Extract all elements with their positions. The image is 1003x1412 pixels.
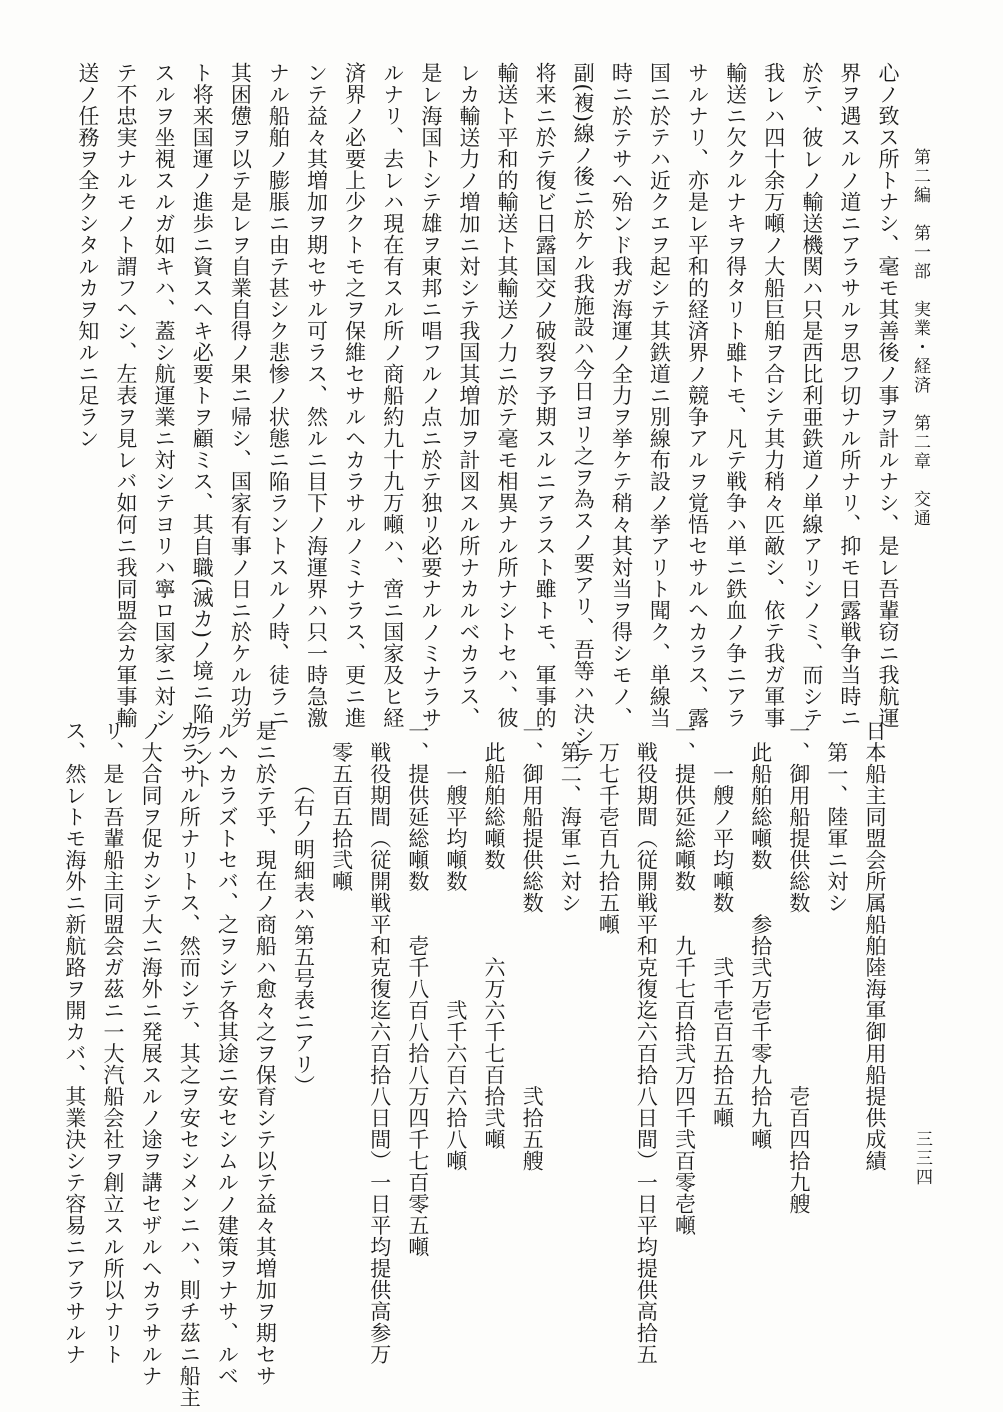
page-number: 三三四 xyxy=(912,1130,932,1187)
lower-text-line: 一艘ノ平均噸数 弐千壱百五拾五噸 xyxy=(710,720,735,1129)
upper-text-line: 送ノ任務ヲ全クシタルカヲ知ルニ足ラン xyxy=(75,62,100,449)
upper-text-line: 済界ノ必要上少クトモ之ヲ保維セサルヘカラサルノミナラス、更ニ進 xyxy=(342,62,367,729)
lower-text-line: 一、御用船提供総数 弐拾五艘 xyxy=(520,720,545,1172)
upper-text-line: ルナリ、去レハ現在有スル所ノ商船約九十九万噸ハ、啻ニ国家及ヒ経 xyxy=(380,62,405,729)
upper-text-line: 副(複)線ノ後ニ於ケル我施設ハ今日ヨリ之ヲ為スノ要アリ、吾等ハ決シテ xyxy=(571,62,596,768)
lower-text-line: 日本船主同盟会所属船舶陸海軍御用船提供成績 xyxy=(863,720,887,1172)
upper-text-line: テ不忠実ナルモノト謂フヘシ、左表ヲ見レバ如何ニ我同盟会カ軍事輸 xyxy=(114,62,138,729)
upper-text-line: 於テ、彼レノ輸送機関ハ只是西比利亜鉄道ノ単線アリシノミ、而シテ xyxy=(799,62,824,729)
lower-text-line: 此船舶総噸数 参拾弐万壱千零九拾九噸 xyxy=(748,720,773,1150)
upper-text-line: 其困憊ヲ以テ是レヲ自業自得ノ果ニ帰シ、国家有事ノ日ニ於ケル功労 xyxy=(228,62,253,729)
upper-text-line: サルナリ、亦是レ平和的経済界ノ競争アルヲ覚悟セサルヘカラス、露 xyxy=(685,62,710,729)
upper-text-line: ト将来国運ノ進歩ニ資スヘキ必要トヲ顧ミス、其自職(滅カ)ノ境ニ陥ラント xyxy=(190,62,215,789)
lower-text-line: 第一、陸軍ニ対シ xyxy=(824,720,849,914)
lower-text-line: 是ニ於テ乎、現在ノ商船ハ愈々之ヲ保育シテ以テ益々其増加ヲ期セサ xyxy=(253,720,278,1387)
upper-text-line: 時ニ於テサヘ殆ンド我ガ海運ノ全力ヲ挙ケテ稍々其対当ヲ得シモノ、 xyxy=(609,62,634,729)
lower-text-line: （右ノ明細表ハ第五号表ニアリ） xyxy=(291,720,316,1097)
lower-text-line: 第二、海軍ニ対シ xyxy=(558,720,583,914)
upper-text-line: レカ輸送力ノ増加ニ対シテ我国其増加ヲ計図スル所ナカルベカラス、 xyxy=(456,62,481,729)
upper-text-line: ナル船舶ノ膨脹ニ由テ甚シク悲惨ノ状態ニ陥ラントスルノ時、徒ラニ xyxy=(266,62,291,729)
lower-text-line: 一、御用船提供総数 壱百四拾九艘 xyxy=(786,720,811,1215)
upper-text-line: 輸送ト平和的輸送ト其輸送ノ力ニ於テ毫モ相異ナル所ナシトセハ、彼 xyxy=(495,62,519,729)
lower-text-line: 万七千壱百九拾五噸 xyxy=(596,720,621,935)
upper-text-line: スルヲ坐視スルガ如キハ、蓋シ航運業ニ対シテヨリハ寧ロ国家ニ対シ xyxy=(152,62,177,729)
upper-text-line: 将来ニ於テ復ビ日露国交ノ破裂ヲ予期スルニアラスト雖トモ、軍事的 xyxy=(533,62,558,729)
upper-text-line: 是レ海国トシテ雄ヲ東邦ニ唱フルノ点ニ於テ独リ必要ナルノミナラサ xyxy=(418,62,443,729)
upper-text-line: 我レハ四十余万噸ノ大船巨舶ヲ合シテ其力稍々匹敵シ、依テ我ガ軍事 xyxy=(761,62,786,729)
lower-text-line: ノ大合同ヲ促カシテ大ニ海外ニ発展スルノ途ヲ講セザルヘカラサルナ xyxy=(139,720,164,1387)
lower-text-line: 一、提供延総噸数 九千七百拾弐万四千弐百零壱噸 xyxy=(672,720,697,1236)
upper-text-line: 国ニ於テハ近クエヲ起シテ其鉄道ニ別線布設ノ挙アリト聞ク、単線当 xyxy=(647,62,672,729)
running-header: 第二編 第一部 実業・経済 第二章 交通 xyxy=(910,148,930,528)
lower-text-line: 零五百五拾弐噸 xyxy=(329,720,354,892)
upper-text-line: 界ヲ遇スルノ道ニアラサルヲ思フ切ナル所ナリ、抑モ日露戦争当時ニ xyxy=(837,62,862,729)
upper-text-line: 心ノ致ス所トナシ、毫モ其善後ノ事ヲ計ルナシ、是レ吾輩窃ニ我航運 xyxy=(876,62,900,729)
lower-text-line: カラサル所ナリトス、然而シテ、其之ヲ安セシメンニハ、則チ茲ニ船主 xyxy=(177,720,202,1408)
lower-text-line: ス、然レトモ海外ニ新航路ヲ開カバ、其業決シテ容易ニアラサルナ xyxy=(62,720,87,1365)
lower-text-line: 一、提供延総噸数 壱千八百八拾八万四千七百零五噸 xyxy=(405,720,430,1258)
lower-text-line: 戦役期間（従開戦平和克復迄六百拾八日間）一日平均提供高参万 xyxy=(367,720,392,1365)
upper-text-line: 輸送ニ欠クルナキヲ得タリト雖トモ、凡テ戦争ハ単ニ鉄血ノ争ニアラ xyxy=(723,62,748,729)
lower-text-line: 戦役期間（従開戦平和克復迄六百拾八日間）一日平均提供高拾五 xyxy=(634,720,659,1365)
lower-text-line: ルヘカラズトセバ、之ヲシテ各其途ニ安セシムルノ建策ヲナサ、ルベ xyxy=(215,720,240,1387)
lower-text-line: 此船舶総噸数 六万六千七百拾弐噸 xyxy=(482,720,506,1150)
upper-text-line: ンテ益々其増加ヲ期セサル可ラス、然ルニ目下ノ海運界ハ只一時急激 xyxy=(304,62,329,729)
lower-text-line: リ、是レ吾輩船主同盟会ガ茲ニ一大汽船会社ヲ創立スル所以ナリト xyxy=(101,720,125,1365)
lower-text-line: 一艘平均噸数 弐千六百六拾八噸 xyxy=(443,720,468,1172)
